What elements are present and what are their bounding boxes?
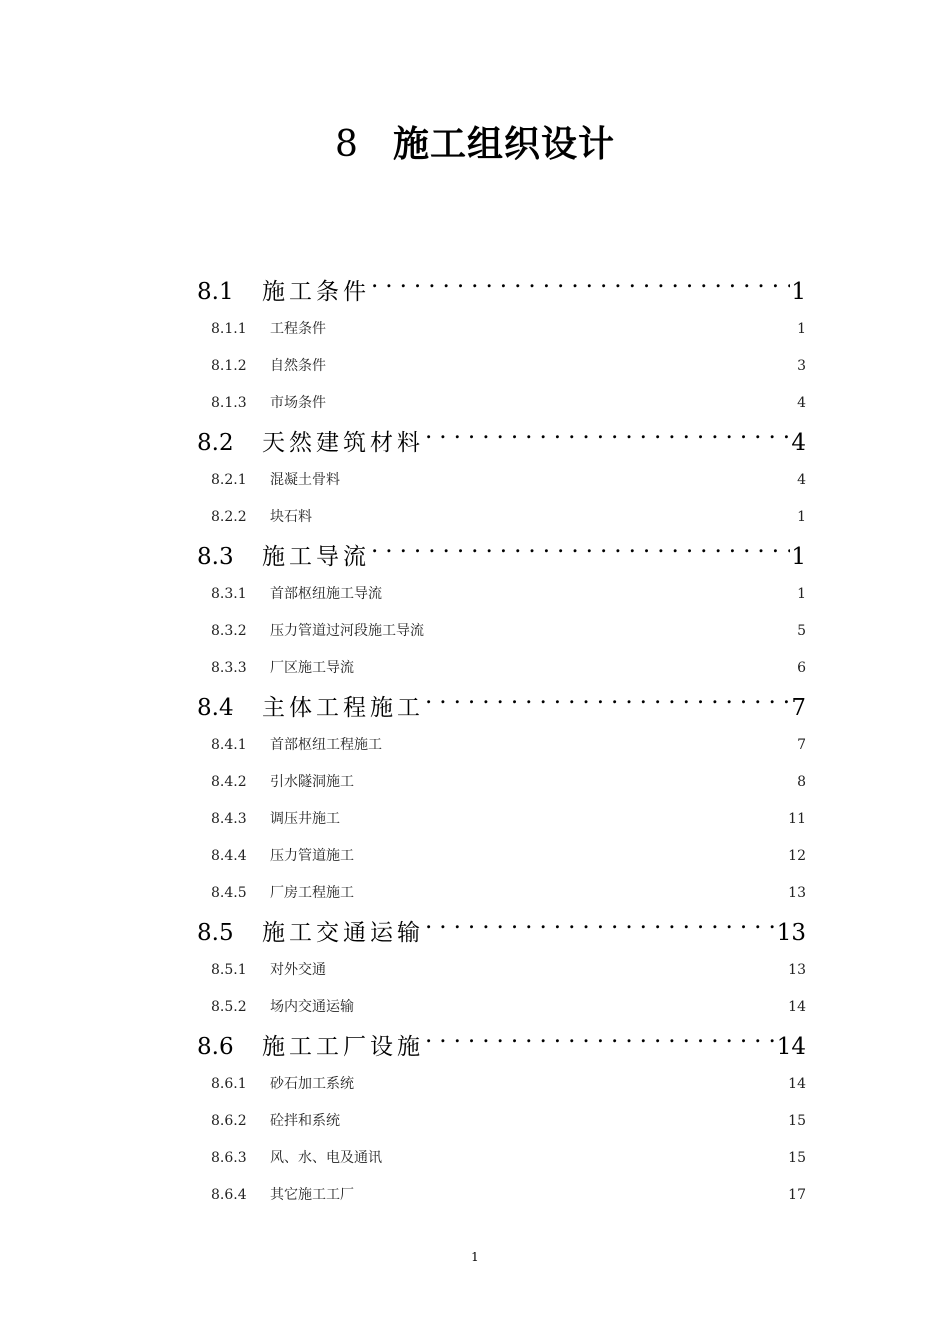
toc-dot-leader (355, 997, 787, 1011)
toc-dot-leader (327, 356, 796, 370)
chapter-title (0, 116, 950, 167)
toc-subsection-entry[interactable] (197, 613, 806, 650)
toc-dot-leader (341, 470, 796, 484)
toc-entry-number: 8.2.1 (211, 472, 247, 488)
toc-entry-title: 调压井施工 (270, 811, 340, 827)
toc-dot-leader (355, 772, 796, 786)
toc-entry-page: 6 (797, 660, 806, 676)
toc-entry-page: 4 (797, 472, 806, 488)
toc-entry-page: 13 (776, 920, 806, 946)
toc-entry-page: 12 (788, 848, 806, 864)
toc-entry-page: 14 (788, 999, 806, 1015)
toc-entry-number: 8.4.1 (211, 737, 247, 753)
toc-entry-number: 8.4.2 (211, 774, 247, 790)
toc-subsection-entry[interactable] (197, 385, 806, 422)
toc-entry-number: 8.6.4 (211, 1187, 247, 1203)
toc-entry-page: 14 (788, 1076, 806, 1092)
toc-dot-leader (327, 393, 796, 407)
toc-entry-title: 施工条件 (262, 279, 370, 305)
toc-section-entry[interactable] (197, 690, 806, 727)
toc-dot-leader (425, 1031, 776, 1054)
toc-subsection-entry[interactable] (197, 838, 806, 875)
toc-entry-number: 8.4.3 (211, 811, 247, 827)
toc-entry-title: 场内交通运输 (270, 999, 354, 1015)
toc-entry-number: 8.6 (197, 1034, 234, 1060)
toc-entry-title: 施工工厂设施 (262, 1034, 424, 1060)
toc-entry-title: 对外交通 (270, 962, 326, 978)
toc-entry-page: 15 (788, 1113, 806, 1129)
toc-entry-page: 14 (776, 1034, 806, 1060)
toc-entry-title: 施工导流 (262, 544, 370, 570)
toc-entry-number: 8.6.1 (211, 1076, 247, 1092)
toc-section-entry[interactable] (197, 539, 806, 576)
toc-entry-number: 8.4.5 (211, 885, 247, 901)
toc-dot-leader (425, 692, 790, 715)
toc-entry-title: 砼拌和系统 (270, 1113, 340, 1129)
toc-subsection-entry[interactable] (197, 1140, 806, 1177)
toc-subsection-entry[interactable] (197, 462, 806, 499)
toc-subsection-entry[interactable] (197, 576, 806, 613)
chapter-title-text: 施工组织设计 (392, 123, 615, 165)
toc-entry-title: 其它施工工厂 (270, 1187, 354, 1203)
toc-entry-number: 8.1 (197, 279, 234, 305)
toc-entry-title: 引水隧洞施工 (270, 774, 354, 790)
toc-entry-number: 8.3 (197, 544, 234, 570)
toc-dot-leader (327, 960, 787, 974)
toc-section-entry[interactable] (197, 425, 806, 462)
toc-entry-page: 8 (797, 774, 806, 790)
toc-entry-number: 8.5 (197, 920, 234, 946)
toc-entry-title: 压力管道过河段施工导流 (270, 623, 424, 639)
toc-dot-leader (425, 621, 796, 635)
toc-dot-leader (371, 276, 790, 299)
toc-entry-title: 自然条件 (270, 358, 326, 374)
toc-dot-leader (355, 1074, 787, 1088)
toc-dot-leader (313, 507, 796, 521)
toc-entry-title: 压力管道施工 (270, 848, 354, 864)
toc-section-entry[interactable] (197, 915, 806, 952)
toc-entry-title: 砂石加工系统 (270, 1076, 354, 1092)
toc-entry-title: 天然建筑材料 (262, 430, 424, 456)
toc-subsection-entry[interactable] (197, 989, 806, 1026)
toc-entry-number: 8.3.2 (211, 623, 247, 639)
toc-entry-number: 8.5.2 (211, 999, 247, 1015)
toc-subsection-entry[interactable] (197, 1066, 806, 1103)
toc-entry-number: 8.5.1 (211, 962, 247, 978)
toc-dot-leader (383, 1148, 787, 1162)
toc-subsection-entry[interactable] (197, 952, 806, 989)
toc-entry-page: 13 (788, 885, 806, 901)
toc-entry-number: 8.1.3 (211, 395, 247, 411)
toc-section-entry[interactable] (197, 1029, 806, 1066)
toc-entry-number: 8.4.4 (211, 848, 247, 864)
toc-subsection-entry[interactable] (197, 764, 806, 801)
toc-entry-number: 8.1.1 (211, 321, 247, 337)
toc-entry-number: 8.3.1 (211, 586, 247, 602)
toc-dot-leader (341, 809, 787, 823)
toc-subsection-entry[interactable] (197, 875, 806, 912)
toc-dot-leader (327, 319, 796, 333)
toc-entry-title: 市场条件 (270, 395, 326, 411)
toc-subsection-entry[interactable] (197, 727, 806, 764)
toc-entry-page: 4 (791, 430, 806, 456)
toc-subsection-entry[interactable] (197, 650, 806, 687)
toc-entry-page: 3 (797, 358, 806, 374)
toc-subsection-entry[interactable] (197, 801, 806, 838)
toc-entry-page: 17 (788, 1187, 806, 1203)
chapter-number: 8 (335, 124, 359, 165)
toc-entry-title: 主体工程施工 (262, 695, 424, 721)
toc-entry-page: 13 (788, 962, 806, 978)
toc-dot-leader (425, 427, 790, 450)
toc-entry-page: 11 (788, 811, 806, 827)
toc-dot-leader (383, 735, 796, 749)
toc-dot-leader (355, 1185, 787, 1199)
toc-entry-number: 8.6.3 (211, 1150, 247, 1166)
toc-entry-title: 混凝土骨料 (270, 472, 340, 488)
table-of-contents (197, 274, 806, 1214)
toc-dot-leader (425, 917, 776, 940)
toc-entry-title: 首部枢纽施工导流 (270, 586, 382, 602)
page-number: 1 (471, 1250, 479, 1264)
toc-entry-title: 块石料 (270, 509, 312, 525)
toc-subsection-entry[interactable] (197, 311, 806, 348)
toc-entry-number: 8.6.2 (211, 1113, 247, 1129)
toc-subsection-entry[interactable] (197, 1177, 806, 1214)
toc-entry-page: 1 (797, 321, 806, 337)
toc-entry-number: 8.4 (197, 695, 234, 721)
toc-entry-page: 4 (797, 395, 806, 411)
toc-dot-leader (355, 883, 787, 897)
toc-entry-number: 8.3.3 (211, 660, 247, 676)
toc-entry-title: 厂区施工导流 (270, 660, 354, 676)
toc-entry-page: 1 (797, 509, 806, 525)
toc-entry-page: 7 (791, 695, 806, 721)
toc-entry-page: 5 (797, 623, 806, 639)
toc-entry-page: 1 (791, 544, 806, 570)
toc-entry-title: 厂房工程施工 (270, 885, 354, 901)
toc-entry-number: 8.2.2 (211, 509, 247, 525)
toc-entry-number: 8.2 (197, 430, 234, 456)
toc-dot-leader (355, 658, 796, 672)
toc-entry-title: 风、水、电及通讯 (270, 1150, 382, 1166)
toc-dot-leader (355, 846, 787, 860)
toc-entry-title: 首部枢纽工程施工 (270, 737, 382, 753)
toc-subsection-entry[interactable] (197, 348, 806, 385)
toc-dot-leader (383, 584, 796, 598)
toc-entry-page: 1 (791, 279, 806, 305)
toc-entry-page: 7 (797, 737, 806, 753)
toc-entry-title: 施工交通运输 (262, 920, 424, 946)
toc-subsection-entry[interactable] (197, 1103, 806, 1140)
toc-entry-page: 1 (797, 586, 806, 602)
toc-section-entry[interactable] (197, 274, 806, 311)
toc-entry-page: 15 (788, 1150, 806, 1166)
toc-subsection-entry[interactable] (197, 499, 806, 536)
toc-dot-leader (341, 1111, 787, 1125)
toc-entry-number: 8.1.2 (211, 358, 247, 374)
toc-dot-leader (371, 541, 790, 564)
toc-entry-title: 工程条件 (270, 321, 326, 337)
